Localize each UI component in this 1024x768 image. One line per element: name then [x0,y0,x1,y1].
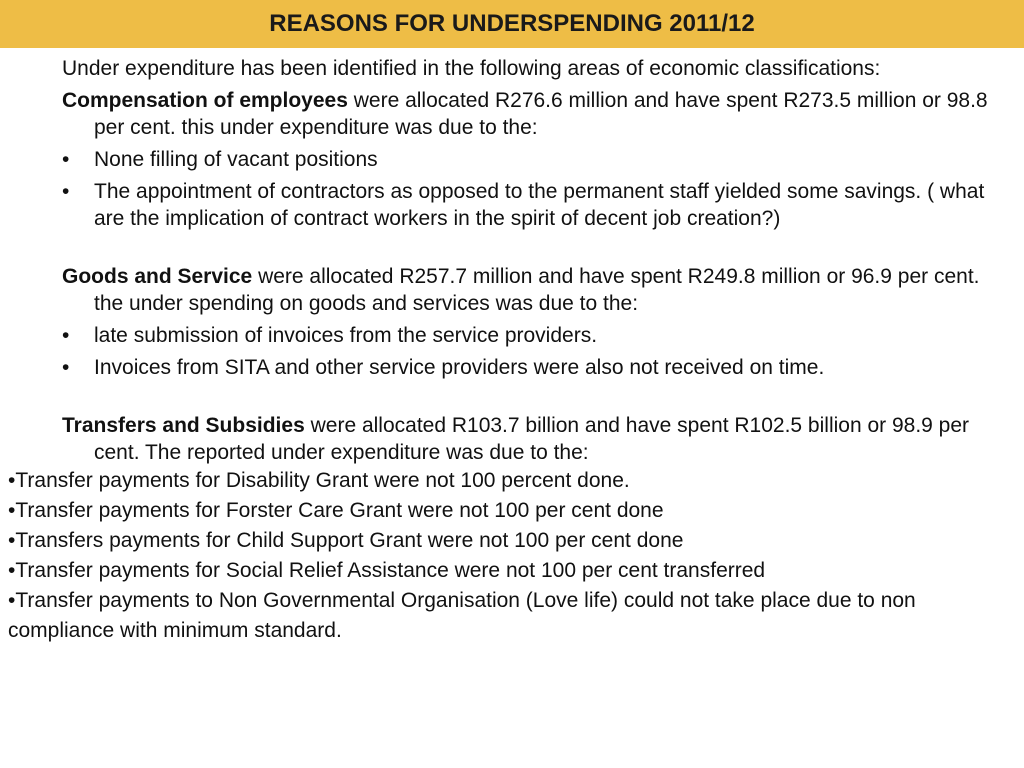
bullet-text: late submission of invoices from the service providers. [94,324,598,347]
bullet-text: The appointment of contractors as opposed to the permanent staff yielded some savings. ( what are the implication of contract workers in the spirit of decent job creation?) [94,180,985,230]
title-bar [0,0,1024,48]
goods-bullet-1 [62,322,1002,349]
bullet-icon: • [62,148,70,171]
slide-title: REASONS FOR UNDERSPENDING 2011/12 [269,10,755,37]
compensation-heading: Compensation of employees [62,89,348,112]
goods-heading: Goods and Service [62,265,253,288]
compensation-paragraph [62,87,1002,141]
compensation-text: were allocated R276.6 million and have spent R273.5 million or 98.8 per cent. this under expenditure was due to the: [94,89,988,139]
bullet-icon: • [62,180,70,203]
slide-content [0,55,1024,646]
goods-paragraph [62,263,1002,317]
compensation-bullet-2 [62,178,1002,232]
goods-bullet-2 [62,354,1002,381]
compensation-bullet-1 [62,146,1002,173]
bullet-text: None filling of vacant positions [94,148,378,171]
transfers-bullet-1: •Transfer payments for Disability Grant were not 100 percent done. [8,469,630,492]
bullet-text: Invoices from SITA and other service providers were also not received on time. [94,356,825,379]
transfers-text: were allocated R103.7 billion and have spent R102.5 billion or 98.9 per cent. The reported under expenditure was due to the: [94,414,970,464]
transfers-bullet-4: •Transfer payments for Social Relief Assistance were not 100 per cent transferred [8,559,766,582]
transfers-bullet-2: •Transfer payments for Forster Care Grant were not 100 per cent done [8,499,664,522]
transfers-bullet-3: •Transfers payments for Child Support Grant were not 100 per cent done [8,529,684,552]
bullet-icon: • [62,324,70,347]
goods-text: were allocated R257.7 million and have spent R249.8 million or 96.9 per cent. the under spending on goods and services was due to the: [94,265,980,315]
bullet-icon: • [62,356,70,379]
transfers-paragraph [62,412,1002,466]
intro-paragraph: Under expenditure has been identified in the following areas of economic classifications: [62,57,881,80]
transfers-bullet-5: •Transfer payments to Non Governmental Organisation (Love life) could not take place due to non compliance with minimum standard. [8,589,916,642]
transfers-heading: Transfers and Subsidies [62,414,305,437]
